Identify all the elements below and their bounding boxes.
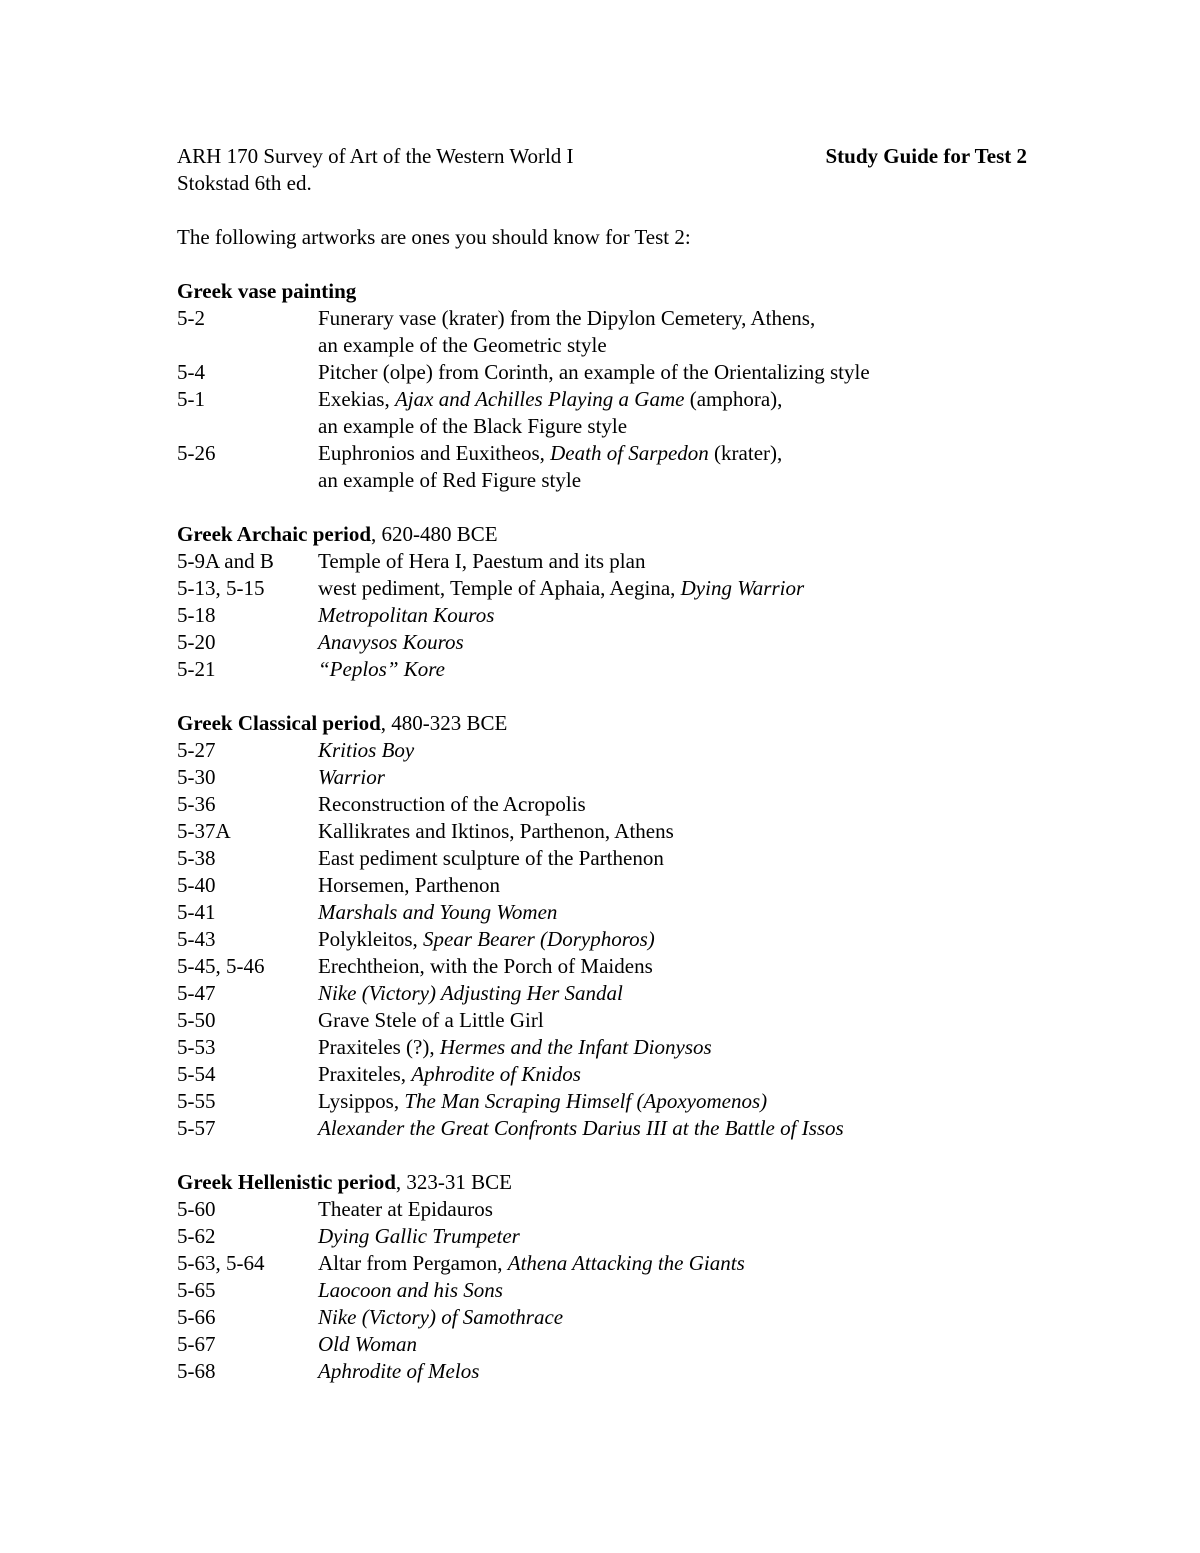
figure-number: 5-21	[177, 657, 216, 681]
artwork-description	[318, 764, 1027, 791]
figure-number: 5-38	[177, 846, 216, 870]
section-heading	[177, 521, 1027, 548]
artwork-description	[318, 1277, 1027, 1304]
figure-number: 5-65	[177, 1278, 216, 1302]
description-text: Erechtheion, with the Porch of Maidens	[318, 954, 653, 978]
artwork-row	[177, 791, 1027, 818]
figure-number: 5-62	[177, 1224, 216, 1248]
artwork-description	[318, 602, 1027, 629]
description-line	[318, 413, 1027, 440]
figure-number: 5-18	[177, 603, 216, 627]
description-line	[318, 1277, 1027, 1304]
artwork-description	[318, 1250, 1027, 1277]
section-heading	[177, 278, 1027, 305]
figure-number: 5-40	[177, 873, 216, 897]
figure-number: 5-41	[177, 900, 216, 924]
artwork-row	[177, 1331, 1027, 1358]
figure-number: 5-1	[177, 387, 205, 411]
description-line	[318, 1223, 1027, 1250]
document-page	[177, 143, 1027, 1385]
artwork-row	[177, 1061, 1027, 1088]
artwork-title: Kritios Boy	[318, 738, 415, 762]
artwork-row	[177, 953, 1027, 980]
guide-title: Study Guide for Test 2	[825, 144, 1027, 168]
section	[177, 1169, 1027, 1385]
figure-number: 5-53	[177, 1035, 216, 1059]
artwork-title: Aphrodite of Melos	[318, 1359, 480, 1383]
artwork-description	[318, 1196, 1027, 1223]
textbook-edition: Stokstad 6th ed.	[177, 171, 312, 195]
description-text: Lysippos,	[318, 1089, 405, 1113]
artwork-title: Marshals and Young Women	[318, 900, 558, 924]
artwork-title: Laocoon and his Sons	[318, 1278, 503, 1302]
description-line	[318, 818, 1027, 845]
description-line	[318, 791, 1027, 818]
description-text: Praxiteles,	[318, 1062, 412, 1086]
artwork-row	[177, 1115, 1027, 1142]
figure-number: 5-36	[177, 792, 216, 816]
figure-number: 5-47	[177, 981, 216, 1005]
artwork-row	[177, 602, 1027, 629]
description-line	[318, 845, 1027, 872]
artwork-title: Metropolitan Kouros	[318, 603, 495, 627]
figure-number: 5-67	[177, 1332, 216, 1356]
section-heading	[177, 1169, 1027, 1196]
artwork-title: Death of Sarpedon	[550, 441, 709, 465]
description-text: Grave Stele of a Little Girl	[318, 1008, 544, 1032]
figure-number: 5-50	[177, 1008, 216, 1032]
description-line	[318, 1115, 1027, 1142]
artwork-title: Hermes and the Infant Dionysos	[439, 1035, 712, 1059]
artwork-title: Ajax and Achilles Playing a Game	[394, 387, 685, 411]
figure-number: 5-9A and B	[177, 549, 274, 573]
description-line	[318, 629, 1027, 656]
artwork-description	[318, 818, 1027, 845]
description-line	[318, 764, 1027, 791]
artwork-description	[318, 791, 1027, 818]
section	[177, 710, 1027, 1142]
artwork-title: Dying Gallic Trumpeter	[318, 1224, 520, 1248]
description-line	[318, 872, 1027, 899]
description-line	[318, 1034, 1027, 1061]
description-text: Reconstruction of the Acropolis	[318, 792, 586, 816]
description-text: Horsemen, Parthenon	[318, 873, 500, 897]
artwork-title: “Peplos” Kore	[318, 657, 445, 681]
figure-number: 5-30	[177, 765, 216, 789]
artwork-title: Alexander the Great Confronts Darius III at the Battle of Issos	[318, 1116, 844, 1140]
artwork-description	[318, 629, 1027, 656]
description-line	[318, 602, 1027, 629]
description-text: Pitcher (olpe) from Corinth, an example of the Orientalizing style	[318, 360, 870, 384]
artwork-description	[318, 872, 1027, 899]
artwork-row	[177, 818, 1027, 845]
artwork-row	[177, 1358, 1027, 1385]
artwork-row	[177, 548, 1027, 575]
description-text: Euphronios and Euxitheos,	[318, 441, 551, 465]
artwork-description	[318, 548, 1027, 575]
description-text: Praxiteles (?),	[318, 1035, 440, 1059]
section-date-range: , 480-323 BCE	[380, 711, 508, 735]
description-line	[318, 386, 1027, 413]
description-line	[318, 1304, 1027, 1331]
figure-number: 5-13, 5-15	[177, 576, 265, 600]
artwork-row	[177, 1196, 1027, 1223]
artwork-row	[177, 629, 1027, 656]
artwork-title: Nike (Victory) Adjusting Her Sandal	[318, 981, 623, 1005]
figure-number: 5-37A	[177, 819, 231, 843]
artwork-row	[177, 926, 1027, 953]
artwork-row	[177, 1007, 1027, 1034]
artwork-row	[177, 899, 1027, 926]
section-title: Greek Archaic period	[177, 522, 372, 546]
artwork-row	[177, 575, 1027, 602]
artwork-description	[318, 440, 1027, 494]
artwork-row	[177, 386, 1027, 440]
description-line	[318, 1331, 1027, 1358]
description-line	[318, 359, 1027, 386]
course-title: ARH 170 Survey of Art of the Western World I	[177, 144, 574, 168]
section-title: Greek Hellenistic period	[177, 1170, 396, 1194]
artwork-title: The Man Scraping Himself (Apoxyomenos)	[404, 1089, 768, 1113]
artwork-description	[318, 737, 1027, 764]
artwork-row	[177, 305, 1027, 359]
figure-number: 5-57	[177, 1116, 216, 1140]
description-line	[318, 1358, 1027, 1385]
artwork-row	[177, 1223, 1027, 1250]
artwork-description	[318, 305, 1027, 359]
artwork-description	[318, 1088, 1027, 1115]
intro-text: The following artworks are ones you should know for Test 2:	[177, 225, 691, 249]
section	[177, 521, 1027, 683]
artwork-row	[177, 764, 1027, 791]
artwork-title: Athena Attacking the Giants	[507, 1251, 745, 1275]
description-line	[318, 1250, 1027, 1277]
artwork-description	[318, 1061, 1027, 1088]
description-line	[318, 1088, 1027, 1115]
figure-number: 5-66	[177, 1305, 216, 1329]
artwork-description	[318, 1223, 1027, 1250]
figure-number: 5-60	[177, 1197, 216, 1221]
description-text: an example of the Black Figure style	[318, 414, 628, 438]
artwork-description	[318, 386, 1027, 440]
section-heading	[177, 710, 1027, 737]
artwork-description	[318, 1034, 1027, 1061]
description-line	[318, 1061, 1027, 1088]
artwork-row	[177, 872, 1027, 899]
artwork-title: Anavysos Kouros	[318, 630, 464, 654]
artwork-description	[318, 1358, 1027, 1385]
figure-number: 5-55	[177, 1089, 216, 1113]
artwork-title: Old Woman	[318, 1332, 417, 1356]
figure-number: 5-4	[177, 360, 205, 384]
artwork-row	[177, 1304, 1027, 1331]
artwork-description	[318, 980, 1027, 1007]
description-line	[318, 1196, 1027, 1223]
description-text: an example of Red Figure style	[318, 468, 582, 492]
description-line	[318, 899, 1027, 926]
description-line	[318, 980, 1027, 1007]
artwork-title: Aphrodite of Knidos	[411, 1062, 581, 1086]
artwork-title: Nike (Victory) of Samothrace	[318, 1305, 564, 1329]
figure-number: 5-26	[177, 441, 216, 465]
description-text: Temple of Hera I, Paestum and its plan	[318, 549, 646, 573]
figure-number: 5-20	[177, 630, 216, 654]
artwork-description	[318, 1331, 1027, 1358]
artwork-row	[177, 845, 1027, 872]
description-text: Funerary vase (krater) from the Dipylon Cemetery, Athens,	[318, 306, 816, 330]
description-text: Theater at Epidauros	[318, 1197, 493, 1221]
artwork-row	[177, 656, 1027, 683]
artwork-row	[177, 1088, 1027, 1115]
artwork-title: Warrior	[318, 765, 385, 789]
artwork-row	[177, 737, 1027, 764]
section-date-range: , 620-480 BCE	[371, 522, 498, 546]
description-text: Polykleitos,	[318, 927, 424, 951]
artwork-description	[318, 359, 1027, 386]
description-text: Kallikrates and Iktinos, Parthenon, Athens	[318, 819, 674, 843]
figure-number: 5-68	[177, 1359, 216, 1383]
description-text: west pediment, Temple of Aphaia, Aegina,	[318, 576, 681, 600]
artwork-description	[318, 1115, 1027, 1142]
description-line	[318, 575, 1027, 602]
artwork-description	[318, 656, 1027, 683]
figure-number: 5-63, 5-64	[177, 1251, 265, 1275]
artwork-row	[177, 359, 1027, 386]
description-text: Altar from Pergamon,	[318, 1251, 508, 1275]
figure-number: 5-27	[177, 738, 216, 762]
artwork-description	[318, 845, 1027, 872]
description-text: (amphora),	[684, 387, 783, 411]
description-line	[318, 548, 1027, 575]
artwork-row	[177, 1277, 1027, 1304]
section-date-range: , 323-31 BCE	[395, 1170, 513, 1194]
artwork-row	[177, 980, 1027, 1007]
section-title: Greek Classical period	[177, 711, 381, 735]
artwork-description	[318, 926, 1027, 953]
description-text: (krater),	[708, 441, 783, 465]
artwork-title: Dying Warrior	[680, 576, 805, 600]
description-line	[318, 926, 1027, 953]
section	[177, 278, 1027, 494]
artwork-description	[318, 953, 1027, 980]
description-line	[318, 332, 1027, 359]
description-line	[318, 1007, 1027, 1034]
figure-number: 5-43	[177, 927, 216, 951]
description-text: an example of the Geometric style	[318, 333, 607, 357]
artwork-title: Spear Bearer (Doryphoros)	[423, 927, 655, 951]
figure-number: 5-45, 5-46	[177, 954, 265, 978]
section-title: Greek vase painting	[177, 279, 357, 303]
description-line	[318, 305, 1027, 332]
description-line	[318, 440, 1027, 467]
figure-number: 5-54	[177, 1062, 216, 1086]
sections	[177, 278, 1027, 1385]
description-line	[318, 953, 1027, 980]
artwork-row	[177, 440, 1027, 494]
description-line	[318, 656, 1027, 683]
artwork-row	[177, 1250, 1027, 1277]
description-line	[318, 737, 1027, 764]
artwork-description	[318, 575, 1027, 602]
header-row	[177, 143, 1027, 170]
description-line	[318, 467, 1027, 494]
description-text: East pediment sculpture of the Parthenon	[318, 846, 664, 870]
artwork-description	[318, 899, 1027, 926]
artwork-description	[318, 1304, 1027, 1331]
artwork-row	[177, 1034, 1027, 1061]
artwork-description	[318, 1007, 1027, 1034]
figure-number: 5-2	[177, 306, 205, 330]
description-text: Exekias,	[318, 387, 395, 411]
